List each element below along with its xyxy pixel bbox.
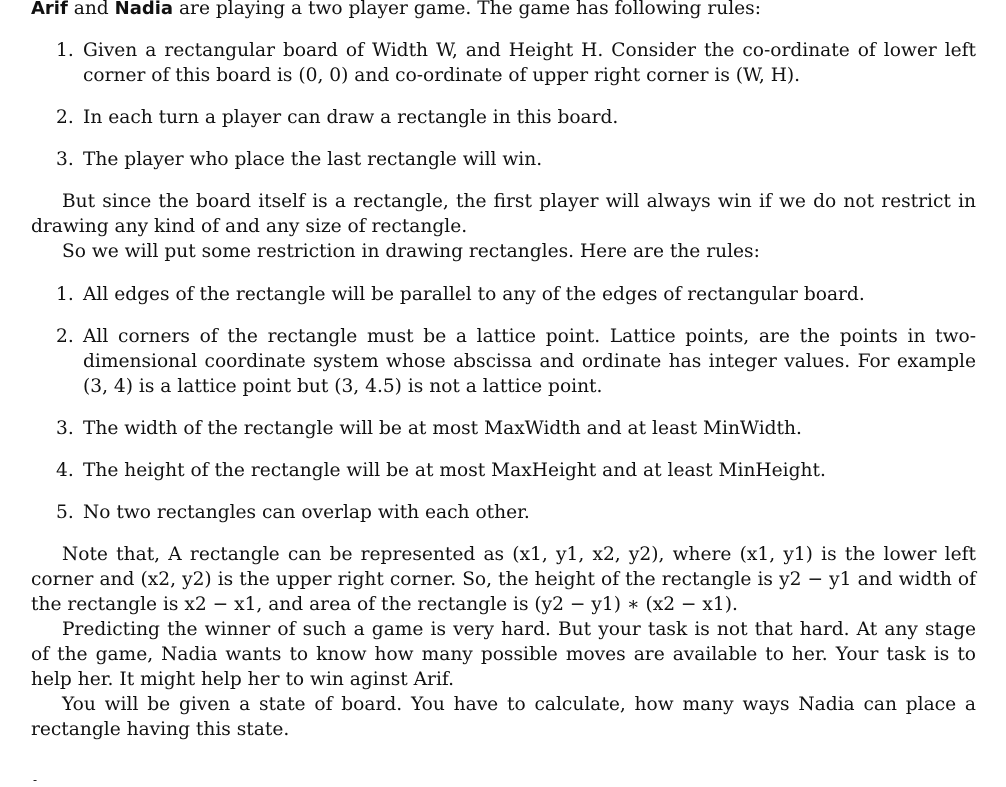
rule-text: The player who place the last rectangle will win. <box>83 149 543 170</box>
list-item: 3. The player who place the last rectangle will win. <box>56 149 543 170</box>
intro-and: and <box>73 0 109 19</box>
paragraph-restriction: So we will put some restriction in drawing rectangles. Here are the rules: <box>62 241 760 262</box>
restriction-rules-list <box>31 282 976 525</box>
rule-text: No two rectangles can overlap with each other. <box>83 502 530 523</box>
problem-statement <box>31 0 976 742</box>
rule-text: All edges of the rectangle will be parallel to any of the edges of rectangular board. <box>83 284 865 305</box>
rule-text: All corners of the rectangle must be a lattice point. Lattice points, are the points in two-dimensional coordinate system whose abscissa and ordinate has integer values. For example (3, 4) is a lattice point but (3, 4.5) is not a lattice point. <box>83 326 976 397</box>
rule-text: In each turn a player can draw a rectangle in this board. <box>83 107 619 128</box>
list-item: 5. No two rectangles can overlap with each other. <box>56 502 530 523</box>
stray-mark: - <box>33 773 38 787</box>
list-item: 2. In each turn a player can draw a rectangle in this board. <box>56 107 619 128</box>
player-name-arif: Arif <box>31 0 68 19</box>
intro-paragraph <box>31 0 976 21</box>
paragraph-given: You will be given a state of board. You have to calculate, how many ways Nadia can place a rectangle having this state. <box>31 694 976 740</box>
list-item: 1. All edges of the rectangle will be parallel to any of the edges of rectangular board. <box>56 284 865 305</box>
list-item: 2. All corners of the rectangle must be a lattice point. Lattice points, are the points in two-dimensional coordinate system whose abscissa and ordinate has integer values. For example (3, 4) is a lattice point but (3, 4.5) is not a lattice point. <box>56 326 976 397</box>
game-rules-list <box>31 38 976 172</box>
rule-text: The height of the rectangle will be at most MaxHeight and at least MinHeight. <box>83 460 826 481</box>
paragraph-predict: Predicting the winner of such a game is very hard. But your task is not that hard. At any stage of the game, Nadia wants to know how many possible moves are available to her. Your task is to help her. It might help her to win aginst Arif. <box>31 619 976 690</box>
list-item: 1. Given a rectangular board of Width W, and Height H. Consider the co-ordinate of lower left corner of this board is (0, 0) and co-ordinate of upper right corner is (W, H). <box>56 40 976 86</box>
paragraph-but: But since the board itself is a rectangle, the first player will always win if we do not restrict in drawing any kind of and any size of rectangle. <box>31 191 976 237</box>
player-name-nadia: Nadia <box>114 0 174 19</box>
rule-text: Given a rectangular board of Width W, and Height H. Consider the co-ordinate of lower left corner of this board is (0, 0) and co-ordinate of upper right corner is (W, H). <box>83 40 976 86</box>
intro-text: are playing a two player game. The game has following rules: <box>178 0 761 19</box>
list-item: 4. The height of the rectangle will be at most MaxHeight and at least MinHeight. <box>56 460 826 481</box>
paragraph-note: Note that, A rectangle can be represented as (x1, y1, x2, y2), where (x1, y1) is the lower left corner and (x2, y2) is the upper right corner. So, the height of the rectangle is y2 − y1 and width of the rectangle is x2 − x1, and area of the rectangle is (y2 − y1) ∗ (x2 − x1). <box>31 544 976 615</box>
list-item: 3. The width of the rectangle will be at most MaxWidth and at least MinWidth. <box>56 418 802 439</box>
rule-text: The width of the rectangle will be at most MaxWidth and at least MinWidth. <box>83 418 802 439</box>
